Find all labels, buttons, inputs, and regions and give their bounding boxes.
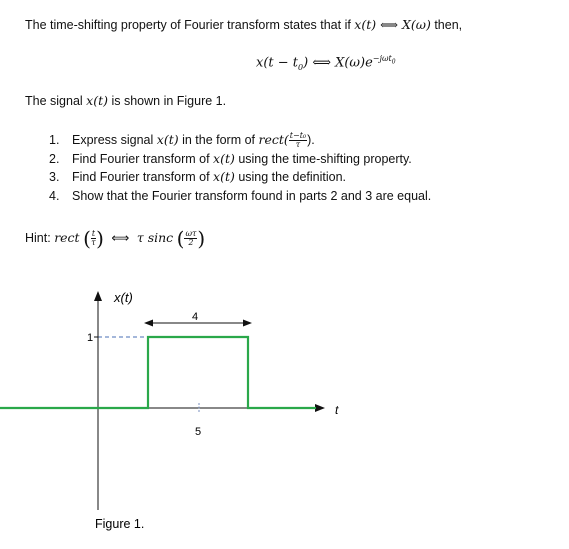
question-number: 1. (49, 133, 60, 147)
question-math: x(t) (156, 132, 179, 147)
question-math: x(t) (213, 169, 235, 184)
formula-arrow: ⟺ (308, 55, 336, 71)
hint-rect-numerator: t (91, 229, 96, 239)
hint-sinc-denominator: 2 (188, 238, 194, 248)
intro-text-before: The time-shifting property of Fourier transform states that if (25, 18, 355, 32)
question-text-after: ). (307, 133, 315, 147)
hint-paren-left: ( (83, 226, 91, 251)
question-number: 4. (49, 188, 60, 203)
question-math: x(t) (213, 150, 235, 166)
formula-rhs: X(ω)e (335, 55, 373, 71)
hint-label: Hint: (25, 231, 55, 245)
hint-paren-right: ) (197, 226, 206, 251)
signal-text-after: is shown in Figure 1. (107, 94, 227, 108)
y-axis-arrowhead (94, 291, 102, 301)
question-number: 3. (49, 170, 60, 184)
hint-sinc-fn: τ sinc (136, 230, 174, 245)
hint-sinc-numerator: ωτ (185, 229, 197, 239)
question-number: 2. (49, 151, 60, 166)
question-text: Find Fourier transform of (72, 170, 214, 184)
formula-exponent: −jωt (372, 54, 392, 63)
figure-caption: Figure 1. (95, 517, 145, 531)
x-axis-label: t (335, 403, 339, 417)
signal-text-before: The signal (25, 94, 87, 108)
hint-rect-denominator: τ (91, 238, 96, 248)
rect-fraction-denominator: τ (295, 140, 301, 150)
center-tick-label: 5 (195, 426, 202, 438)
hint-rect-fn: rect (54, 230, 80, 245)
rect-function: rect( (258, 132, 289, 147)
formula-lhs: x(t − t (256, 55, 299, 71)
width-arrowhead-right (243, 320, 252, 327)
intro-math-pair: x(t) ⟺ X(ω) (354, 17, 431, 32)
question-text: Show that the Fourier transform found in parts 2 and 3 are equal. (72, 188, 432, 203)
hint-paren-left: ( (176, 226, 185, 251)
rect-fraction-numerator: t−t₀ (289, 131, 307, 141)
rectangular-pulse-signal (0, 337, 316, 408)
signal-math: x(t) (86, 93, 108, 108)
formula-exponent-subscript: 0 (391, 58, 396, 66)
question-text-after: using the time-shifting property. (234, 151, 412, 166)
amplitude-tick-label: 1 (87, 332, 94, 344)
question-text-after: using the definition. (234, 170, 347, 184)
formula-lhs-close: ) (303, 55, 309, 71)
y-axis-label: x(t) (114, 290, 133, 305)
hint-arrow: ⟺ (111, 231, 130, 245)
width-annotation-label: 4 (192, 311, 199, 323)
question-text: Find Fourier transform of (72, 151, 214, 166)
hint-paren-right: ) (96, 226, 104, 251)
intro-text-after: then, (430, 18, 463, 32)
question-text-mid: in the form of (178, 133, 259, 147)
width-arrowhead-left (144, 320, 153, 327)
question-text: Express signal (72, 133, 157, 147)
x-axis-arrowhead (315, 404, 325, 412)
formula-lhs-subscript: 0 (298, 62, 304, 72)
